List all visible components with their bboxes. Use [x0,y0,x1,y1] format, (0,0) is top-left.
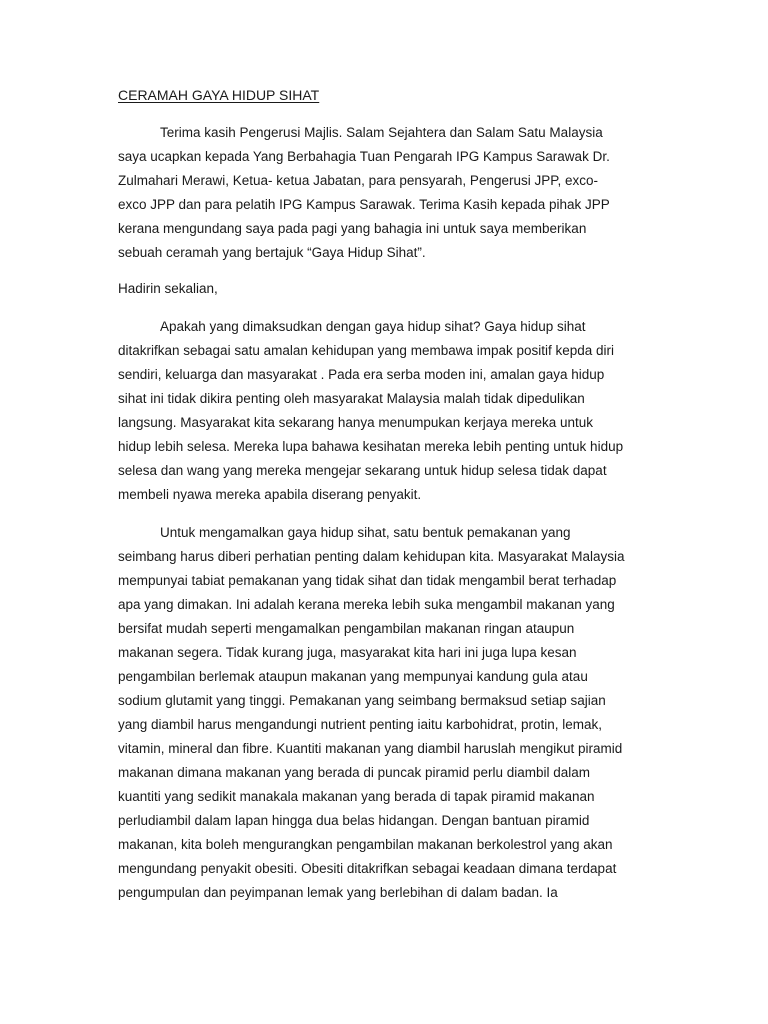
paragraph-line: makanan dimana makanan yang berada di puncak piramid perlu diambil dalam [118,765,591,780]
paragraph-line: selesa dan wang yang mereka mengejar sekarang untuk hidup selesa tidak dapat [118,463,607,478]
document-title: CERAMAH GAYA HIDUP SIHAT [118,87,320,103]
paragraph-line: Terima kasih Pengerusi Majlis. Salam Sejahtera dan Salam Satu Malaysia [160,125,603,140]
document-body [118,86,666,905]
paragraph-greeting [118,277,666,301]
paragraph-line: perludiambil dalam lapan hingga dua belas hidangan. Dengan bantuan piramid [118,813,590,828]
paragraph-line: apa yang dimakan. Ini adalah kerana mereka lebih suka mengambil makanan yang [118,597,615,612]
paragraph-line: hidup lebih selesa. Mereka lupa bahawa kesihatan mereka lebih penting untuk hidup [118,439,624,454]
paragraph-line: membeli nyawa mereka apabila diserang penyakit. [118,487,422,502]
paragraph-opening [118,121,666,265]
paragraph-line: bersifat mudah seperti mengamalkan pengambilan makanan ringan ataupun [118,621,575,636]
paragraph-line: sodium glutamit yang tinggi. Pemakanan yang seimbang bermaksud setiap sajian [118,693,606,708]
paragraph-line: mempunyai tabiat pemakanan yang tidak sihat dan tidak mengambil berat terhadap [118,573,617,588]
paragraph-line: vitamin, mineral dan fibre. Kuantiti makanan yang diambil haruslah mengikut piramid [118,741,623,756]
paragraph-line: Zulmahari Merawi, Ketua- ketua Jabatan, para pensyarah, Pengerusi JPP, exco- [118,173,599,188]
paragraph-line: saya ucapkan kepada Yang Berbahagia Tuan Pengarah IPG Kampus Sarawak Dr. [118,149,610,164]
paragraph-line: kuantiti yang sedikit manakala makanan yang berada di tapak piramid makanan [118,789,595,804]
paragraph-line: makanan, kita boleh mengurangkan pengambilan makanan berkolestrol yang akan [118,837,613,852]
paragraph-line: yang diambil harus mengandungi nutrient penting iaitu karbohidrat, protin, lemak, [118,717,603,732]
paragraph-line: exco JPP dan para pelatih IPG Kampus Sarawak. Terima Kasih kepada pihak JPP [118,197,610,212]
paragraph-line: sihat ini tidak dikira penting oleh masyarakat Malaysia malah tidak dipedulikan [118,391,585,406]
paragraph-line: Untuk mengamalkan gaya hidup sihat, satu bentuk pemakanan yang [160,525,571,540]
paragraph-line: ditakrifkan sebagai satu amalan kehidupan yang membawa impak positif kepda diri [118,343,615,358]
paragraph-line: kerana mengundang saya pada pagi yang bahagia ini untuk saya memberikan [118,221,587,236]
paragraph-line: sendiri, keluarga dan masyarakat . Pada era serba moden ini, amalan gaya hidup [118,367,605,382]
paragraph-line: pengambilan berlemak ataupun makanan yang mempunyai kandung gula atau [118,669,588,684]
paragraph-nutrition [118,521,666,905]
paragraph-line: langsung. Masyarakat kita sekarang hanya menumpukan kerjaya mereka untuk [118,415,594,430]
paragraph-line: sebuah ceramah yang bertajuk “Gaya Hidup Sihat”. [118,245,426,260]
paragraph-line: makanan segera. Tidak kurang juga, masyarakat kita hari ini juga lupa kesan [118,645,577,660]
paragraph-line: Apakah yang dimaksudkan dengan gaya hidup sihat? Gaya hidup sihat [160,319,586,334]
paragraph-definition [118,315,666,507]
paragraph-line: mengundang penyakit obesiti. Obesiti ditakrifkan sebagai keadaan dimana terdapat [118,861,617,876]
paragraph-line: Hadirin sekalian, [118,281,218,296]
paragraph-line: pengumpulan dan peyimpanan lemak yang berlebihan di dalam badan. Ia [118,885,558,900]
paragraph-line: seimbang harus diberi perhatian penting dalam kehidupan kita. Masyarakat Malaysia [118,549,625,564]
